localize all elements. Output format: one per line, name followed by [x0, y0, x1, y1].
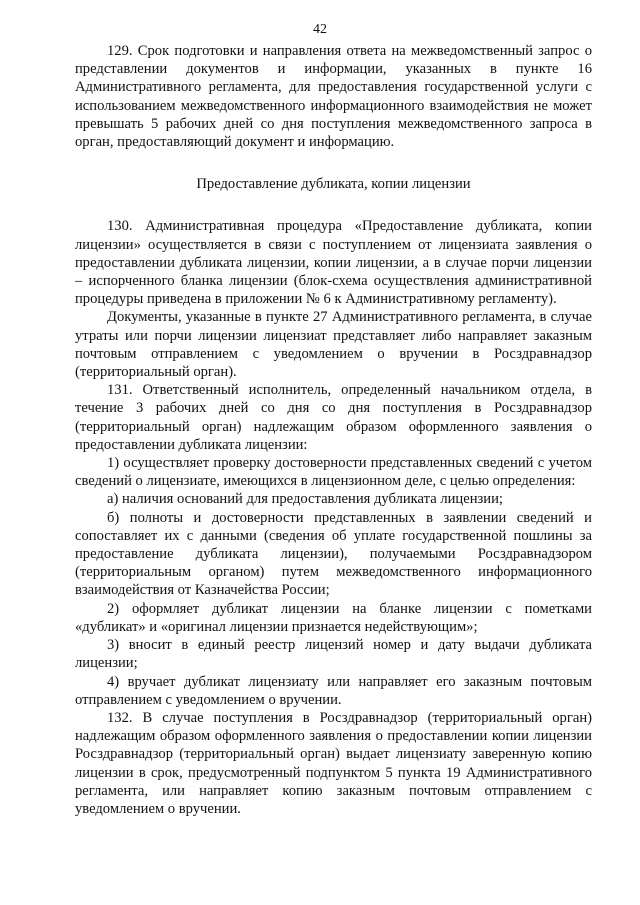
paragraph-131-item-1a: а) наличия оснований для предоставления дубликата лицензии;	[107, 491, 503, 508]
paragraph-131: 131. Ответственный исполнитель, определенный начальником отдела, в течение 3 рабочих дней со дня со дня поступления в Росздравнадзор (территориальный орган) надлежащим образом оформленного заявления о предоставлении дубликата лицензии:	[75, 382, 592, 453]
paragraph-131-item-4: 4) вручает дубликат лицензиату или направляет его заказным почтовым отправлением с уведомлением о вручении.	[75, 673, 592, 708]
paragraph-130: 130. Административная процедура «Предоставление дубликата, копии лицензии» осуществляется в связи с поступлением от лицензиата заявления о предоставлении дубликата лицензии, копии лицензии, а в случае порчи лицензии – испорченного бланка лицензии (блок-схема осуществления административной процедуры приведена в приложении № 6 к Административному регламенту).	[75, 218, 592, 308]
paragraph-131-item-3: 3) вносит в единый реестр лицензий номер и дату выдачи дубликата лицензии;	[75, 637, 592, 672]
paragraph-132: 132. В случае поступления в Росздравнадзор (территориальный орган) надлежащим образом оформленного заявления о предоставлении копии лицензии Росздравнадзор (территориальный орган) выдает лицензиату заверенную копию лицензии в срок, предусмотренный подпунктом 5 пункта 19 Административного регламента, или направляет копию заказным почтовым отправлением с уведомлением о вручении.	[75, 709, 592, 817]
section-heading: Предоставление дубликата, копии лицензии	[196, 176, 471, 193]
paragraph-129: 129. Срок подготовки и направления ответа на межведомственный запрос о представлении документов и информации, указанных в пункте 16 Административного регламента, для предоставления государственной услуги с использованием межведомственного информационного взаимодействия не может превышать 5 рабочих дней со дня поступления межведомственного запроса в орган, предоставляющий документ и информацию.	[75, 43, 592, 151]
paragraph-131-item-1: 1) осуществляет проверку достоверности представленных сведений с учетом сведений о лицензиате, имеющихся в лицензионном деле, с целью определения:	[75, 455, 592, 490]
paragraph-131-item-1b: б) полноты и достоверности представленных в заявлении сведений и сопоставляет их с данными (сведения об уплате государственной пошлины за предоставление дубликата лицензии), получаемыми Росздравнадзором (территориальным органом) путем межведомственного информационного взаимодействия от Казначейства России;	[75, 509, 592, 599]
paragraph-131-item-2: 2) оформляет дубликат лицензии на бланке лицензии с пометками «дубликат» и «оригинал лицензии признается недействующим»;	[75, 600, 592, 635]
page-number: 42	[313, 22, 327, 37]
paragraph-130-documents: Документы, указанные в пункте 27 Административного регламента, в случае утраты или порчи лицензии лицензиат представляет либо направляет заказным почтовым отправлением с уведомлением о вручении в Росздравнадзор (территориальный орган).	[75, 309, 592, 381]
document-body	[75, 42, 592, 818]
